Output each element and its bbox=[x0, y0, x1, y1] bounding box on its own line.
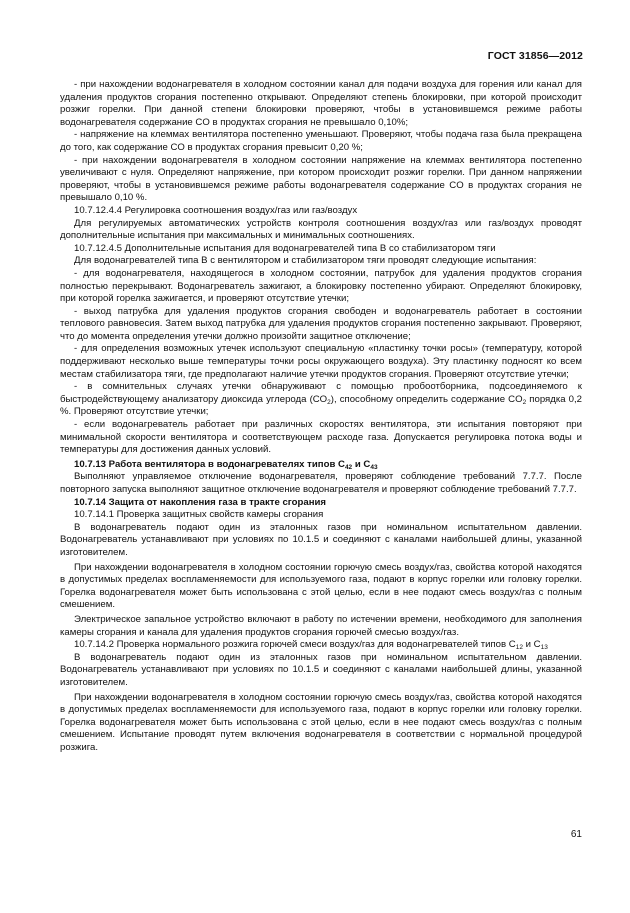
document-body bbox=[60, 79, 582, 754]
paragraph-voltage-decrease: - напряжение на клеммах вентилятора постепенно уменьшают. Проверяют, чтобы подача газа была прекращена до того, как содержание CO в продуктах сгорания превысит 0,20 %; bbox=[60, 129, 582, 153]
paragraph-controlled-shutdown: Выполняют управляемое отключение водонагревателя, проверяют соблюдение требований 7.7.7. После повторного запуска выполняют защитное отключение водонагревателя и проверяют соблюдение требований 7.7.7. bbox=[60, 471, 582, 495]
paragraph-igniter: Электрическое запальное устройство включают в работу по истечении времени, необходимого для заполнения камеры сгорания и канала для удаления продуктов сгорания горючей смесью воздух/газ. bbox=[60, 613, 582, 638]
paragraph-type-b-tests: Для водонагревателей типа В с вентилятором и стабилизатором тяги проводят следующие испытания: bbox=[74, 255, 537, 267]
clause-10-7-12-4-4: 10.7.12.4.4 Регулировка соотношения воздух/газ или газ/воздух bbox=[74, 204, 358, 216]
paragraph-co2-analyzer: - в сомнительных случаях утечки обнаруживают с помощью пробоотборника, подсоединяемого к быстродействующему анализатору диоксида углерода $(CO_2)$, способному определить содержание $CO_2$ порядка 0,2 %. Проверяют отсутствие утечки; bbox=[60, 381, 583, 418]
paragraph-flue-closing: - выход патрубка для удаления продуктов сгорания свободен и водонагреватель работает в состоянии теплового равновесия. Затем выход патрубка для удаления продуктов сгорания постепенно закрывают. Проверяют, что до момента определения утечки должно произойти защитное отключение; bbox=[60, 305, 582, 342]
paragraph-flue-blocked: - для водонагревателя, находящегося в холодном состоянии, патрубок для удаления продуктов сгорания полностью перекрывают. Водонагреватель зажигают, а блокировку постепенно убирают. Определяют блокировку, при которой горелка зажигается, и проверяют отсутствие утечки; bbox=[60, 267, 582, 305]
paragraph-reference-gas-1: В водонагреватель подают один из эталонных газов при номинальном испытательном давлении. Водонагреватель устанавливают при условиях по 10.1.5 и соединяют с каналами наибольшей длины, указанной изготовителем. bbox=[60, 521, 582, 558]
paragraph-cold-mixture-2: При нахождении водонагревателя в холодном состоянии горючую смесь воздух/газ, свойства которой находятся в допустимых пределах воспламеняемости для используемого газа, подают в корпус горелки или головку горелки. Горелка водонагревателя может быть использована с этой целью, если в нее подают смесь воздух/газ с полным смешением. Испытание проводят путем включения водонагревателя в соответствии с нормальной процедурой розжига. bbox=[60, 691, 582, 753]
clause-10-7-13: 10.7.13 Работа вентилятора в водонагревателях типов $C_{42}$ и $C_{43}$ bbox=[74, 458, 378, 471]
paragraph-voltage-increase: - при нахождении водонагревателя в холодном состоянии напряжение на клеммах вентилятора постепенно увеличивают с нуля. Определяют напряжение, при котором происходит розжиг горелки. При данном напряжении проверяют, чтобы в установившемся режиме работы водонагревателя содержание CO в продуктах сгорания не превышало 0,10 %. bbox=[60, 154, 582, 204]
standard-header: ГОСТ 31856—2012 bbox=[487, 50, 583, 62]
page-number: 61 bbox=[570, 829, 582, 840]
paragraph-reference-gas-2: В водонагреватель подают один из эталонных газов при номинальном испытательном давлении. Водонагреватель устанавливают при условиях по 10.1.5 и соединяют с каналами наибольшей длины, указанной изготовителем. bbox=[60, 651, 582, 688]
clause-10-7-12-4-5: 10.7.12.4.5 Дополнительные испытания для водонагревателей типа В со стабилизатором тяги bbox=[74, 242, 496, 254]
paragraph-dew-plate: - для определения возможных утечек используют специальную «пластинку точки росы» (температуру, которой поддерживают несколько выше температуры точки росы окружающего воздуха). Эту пластинку подносят ко всем местам стабилизатора тяги, где предполагают наличие утечки продуктов сгорания. Проверяют отсутствие утечки; bbox=[60, 343, 582, 380]
paragraph-cold-mixture-1: При нахождении водонагревателя в холодном состоянии горючую смесь воздух/газ, свойства которой находятся в допустимых пределах воспламеняемости для используемого газа, подают в корпус горелки или головку горелки. Горелка водонагревателя может быть использована с этой целью, если в нее подают смесь воздух/газ с полным смешением. bbox=[60, 561, 582, 611]
paragraph-blocking-open: - при нахождении водонагревателя в холодном состоянии канал для подачи воздуха для горения или канал для удаления продуктов сгорания постепенно открывают. Определяют степень блокировки, при которой происходит розжиг горелки. При данной степени блокировки проверяют, чтобы в установившемся режиме работы водонагревателя содержание CO в продуктах сгорания не превышало 0,10%; bbox=[60, 79, 582, 128]
clause-10-7-14-2: 10.7.14.2 Проверка нормального розжига горючей смеси воздух/газ для водонагревателей типов $C_{12}$ и $C_{13}$ bbox=[74, 639, 548, 652]
clause-10-7-14: 10.7.14 Защита от накопления газа в тракте сгорания bbox=[74, 496, 327, 508]
paragraph-fan-speeds: - если водонагреватель работает при различных скоростях вентилятора, эти испытания повторяют при минимальной скорости вентилятора и соответствующем расходе газа. Допускается регулировка потока воды и температуры для достижения данных условий. bbox=[60, 419, 582, 456]
clause-10-7-14-1: 10.7.14.1 Проверка защитных свойств камеры сгорания bbox=[74, 509, 324, 521]
paragraph-ratio-tests: Для регулируемых автоматических устройств контроля соотношения воздух/газ или газ/воздух проводят дополнительные испытания при максимальных и минимальных соотношениях. bbox=[60, 217, 582, 242]
